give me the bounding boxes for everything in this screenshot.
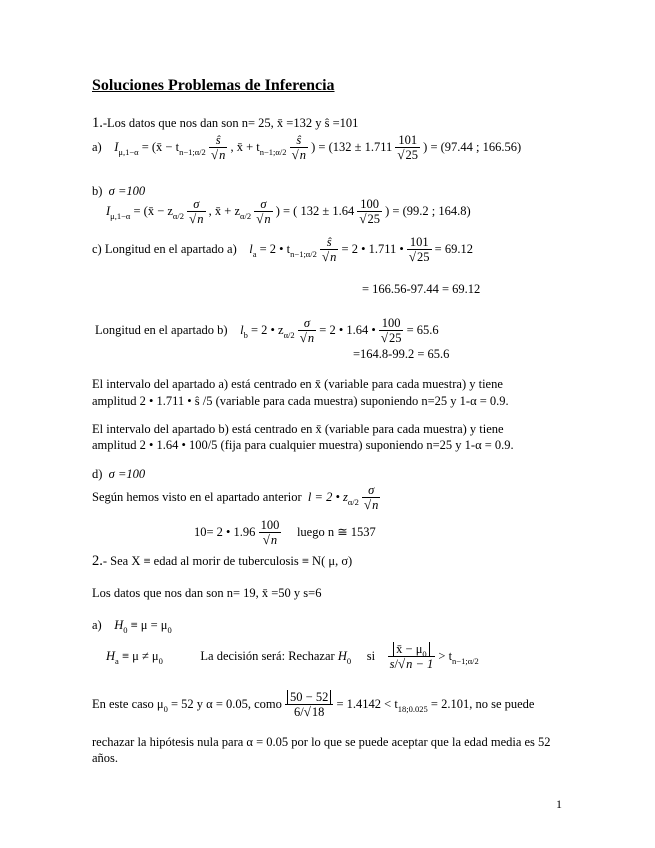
part-d-sigma <box>92 466 145 482</box>
formula-mid-b: = (x̄ − z <box>133 204 173 218</box>
formula-mid: = (x̄ − t <box>141 140 180 154</box>
problem-2-number: 2. <box>92 553 103 569</box>
fraction-length-a: $\frac{ŝ}{√n}$ <box>322 235 337 265</box>
case-sub: 0 <box>163 704 168 714</box>
length-symbol-a: l <box>249 242 253 256</box>
fraction-length-b-2: $\frac{100}{√25}$ <box>380 316 402 346</box>
length-t-sub: n−1;α/2 <box>290 249 317 259</box>
conclusion-line-2: años. <box>92 751 119 765</box>
h0-sub: 0 <box>123 625 128 635</box>
length-b-check: =164.8-99.2 = 65.6 <box>353 347 450 361</box>
problem-1-intro-text: -Los datos que nos dan son n= 25, x̄ =132 y ŝ =101 <box>102 116 359 130</box>
h0-symbol: H <box>114 618 124 632</box>
formula-comma: , x̄ + t <box>230 140 260 154</box>
part-b-label: b) <box>92 184 103 198</box>
paragraph-a-line-1: El intervalo del apartado a) está centrado en x̄ (variable para cada muestra) y tiene <box>92 377 503 391</box>
paragraph-a-line-2: amplitud 2 • 1.711 • ŝ /5 (variable para cada muestra) suponiendo n=25 y 1-α = 0.9. <box>92 394 509 408</box>
case-statement <box>92 689 534 719</box>
interval-symbol-b: I <box>106 204 111 218</box>
interval-symbol: I <box>114 140 119 154</box>
length-b-z-sub: α/2 <box>283 330 295 340</box>
fraction-sigma-sqrt-n-2: $\frac{\sigma}{√n}$ <box>256 197 271 227</box>
z-sub-2: α/2 <box>240 211 252 221</box>
conclusion-line-1: rechazar la hipótesis nula para α = 0.05 por lo que se puede aceptar que la edad media es 52 <box>92 735 551 749</box>
d-eq: 10= 2 • 1.96 <box>194 525 256 539</box>
formula-comma-b: , x̄ + z <box>208 204 240 218</box>
length-b <box>95 317 439 345</box>
case-result-2: = 2.101, no se puede <box>430 697 535 711</box>
interval-result: ) = (97.44 ; 166.56) <box>423 140 522 154</box>
d-result: luego n ≅ 1537 <box>296 525 376 539</box>
h0-rest-sub: 0 <box>167 625 172 635</box>
fraction-101-sqrt-25: $\frac{101}{√25}$ <box>397 133 419 163</box>
part-c-length-a <box>92 236 473 264</box>
fraction-s-sqrt-n-2: $\frac{ŝ}{√n}$ <box>291 133 306 163</box>
ha-sub: a <box>115 656 119 666</box>
ha-rest-sub: 0 <box>158 656 163 666</box>
decision-statistic: $\frac{x̄ - \mu_0}{s/√n - 1}$ <box>389 642 434 672</box>
decision-si: si <box>366 649 376 663</box>
decision-t-sub: n−1;α/2 <box>452 656 479 666</box>
fraction-s-sqrt-n: $\frac{ŝ}{√n}$ <box>210 133 226 163</box>
part-a-label: a) <box>92 140 102 154</box>
part-d-equation <box>194 519 376 547</box>
case-text: En este caso μ <box>92 697 164 711</box>
length-b-mid: = 2 • 1.64 • <box>319 323 376 337</box>
p2-part-a-label: a) <box>92 618 102 632</box>
case-rest: = 52 y α = 0.05, como <box>170 697 282 711</box>
length-mid: = 2 • 1.711 • <box>341 242 404 256</box>
decision-gt: > t <box>438 649 453 663</box>
sigma-value: σ =100 <box>108 184 146 198</box>
length-result-a: = 69.12 <box>434 242 473 256</box>
fraction-sigma-sqrt-n: $\frac{\sigma}{√n}$ <box>189 197 204 227</box>
case-t-sub: 18;0.025 <box>397 704 428 714</box>
paragraph-b-line-1: El intervalo del apartado b) está centrado en x̄ (variable para cada muestra) y tiene <box>92 422 504 436</box>
length-b-eq: = 2 • z <box>250 323 284 337</box>
interval-sub: μ,1−α <box>118 147 139 157</box>
decision-h0: H <box>337 649 347 663</box>
hypothesis-h0 <box>92 617 172 633</box>
sigma-value-d: σ =100 <box>108 467 146 481</box>
fraction-length-b: $\frac{\sigma}{√n}$ <box>299 316 315 346</box>
interval-result-b: ) = (99.2 ; 164.8) <box>385 204 471 218</box>
length-symbol-b: l <box>240 323 244 337</box>
part-d-label: d) <box>92 467 103 481</box>
t-sub: n−1;α/2 <box>179 147 206 157</box>
z-sub-d: α/2 <box>347 497 359 507</box>
part-d-sentence: Según hemos visto en el apartado anterior <box>92 490 302 504</box>
problem-1-intro <box>92 115 358 131</box>
ha-symbol: H <box>106 649 116 663</box>
problem-2-intro <box>92 553 352 569</box>
fraction-length-a-2: $\frac{101}{√25}$ <box>408 235 430 265</box>
decision-h0-sub: 0 <box>346 656 352 666</box>
decision-text: La decisión será: Rechazar <box>200 649 335 663</box>
paragraph-b-line-2: amplitud 2 • 1.64 • 100/5 (fija para cualquier muestra) suponiendo n=25 y 1-α = 0.9. <box>92 438 514 452</box>
part-b-sigma <box>92 183 145 199</box>
problem-2-data: Los datos que nos dan son n= 19, x̄ =50 y s=6 <box>92 586 322 600</box>
hypothesis-ha <box>106 641 479 671</box>
case-statistic: $\frac{50 - 52}{6/√18}$ <box>285 691 333 719</box>
length-b-label: Longitud en el apartado b) <box>95 323 228 337</box>
problem-1-number: 1. <box>92 115 103 131</box>
length-eq: = 2 • t <box>259 242 291 256</box>
fraction-d: $\frac{\sigma}{√n}$ <box>364 483 379 513</box>
length-sub-b: b <box>243 330 248 340</box>
page-number: 1 <box>556 797 562 811</box>
formula-result: ) = (132 ± 1.711 <box>311 140 393 154</box>
problem-2-intro-text: - Sea X ≡ edad al morir de tuberculosis ≡ N( μ, σ) <box>102 554 353 568</box>
part-b-interval <box>106 198 471 226</box>
page-title: Soluciones Problemas de Inferencia <box>92 77 335 94</box>
interval-sub-b: μ,1−α <box>110 211 131 221</box>
fraction-d-2: $\frac{100}{√n}$ <box>260 518 280 548</box>
part-c-label: c) Longitud en el apartado a) <box>92 242 237 256</box>
case-result: = 1.4142 < t <box>336 697 398 711</box>
ha-rest: ≡ μ ≠ μ <box>121 649 159 663</box>
t-sub-2: n−1;α/2 <box>259 147 287 157</box>
part-d-text <box>92 484 380 512</box>
formula-result-b: ) = ( 132 ± 1.64 <box>275 204 355 218</box>
length-sub-a: a <box>252 249 257 259</box>
z-sub: α/2 <box>172 211 184 221</box>
fraction-100-sqrt-25: $\frac{100}{√25}$ <box>359 197 380 227</box>
length-formula-d: l = 2 • z <box>307 490 348 504</box>
length-a-check: = 166.56-97.44 = 69.12 <box>362 282 481 296</box>
part-a-interval <box>92 134 521 162</box>
length-result-b: = 65.6 <box>406 323 439 337</box>
h0-rest: ≡ μ = μ <box>130 618 168 632</box>
